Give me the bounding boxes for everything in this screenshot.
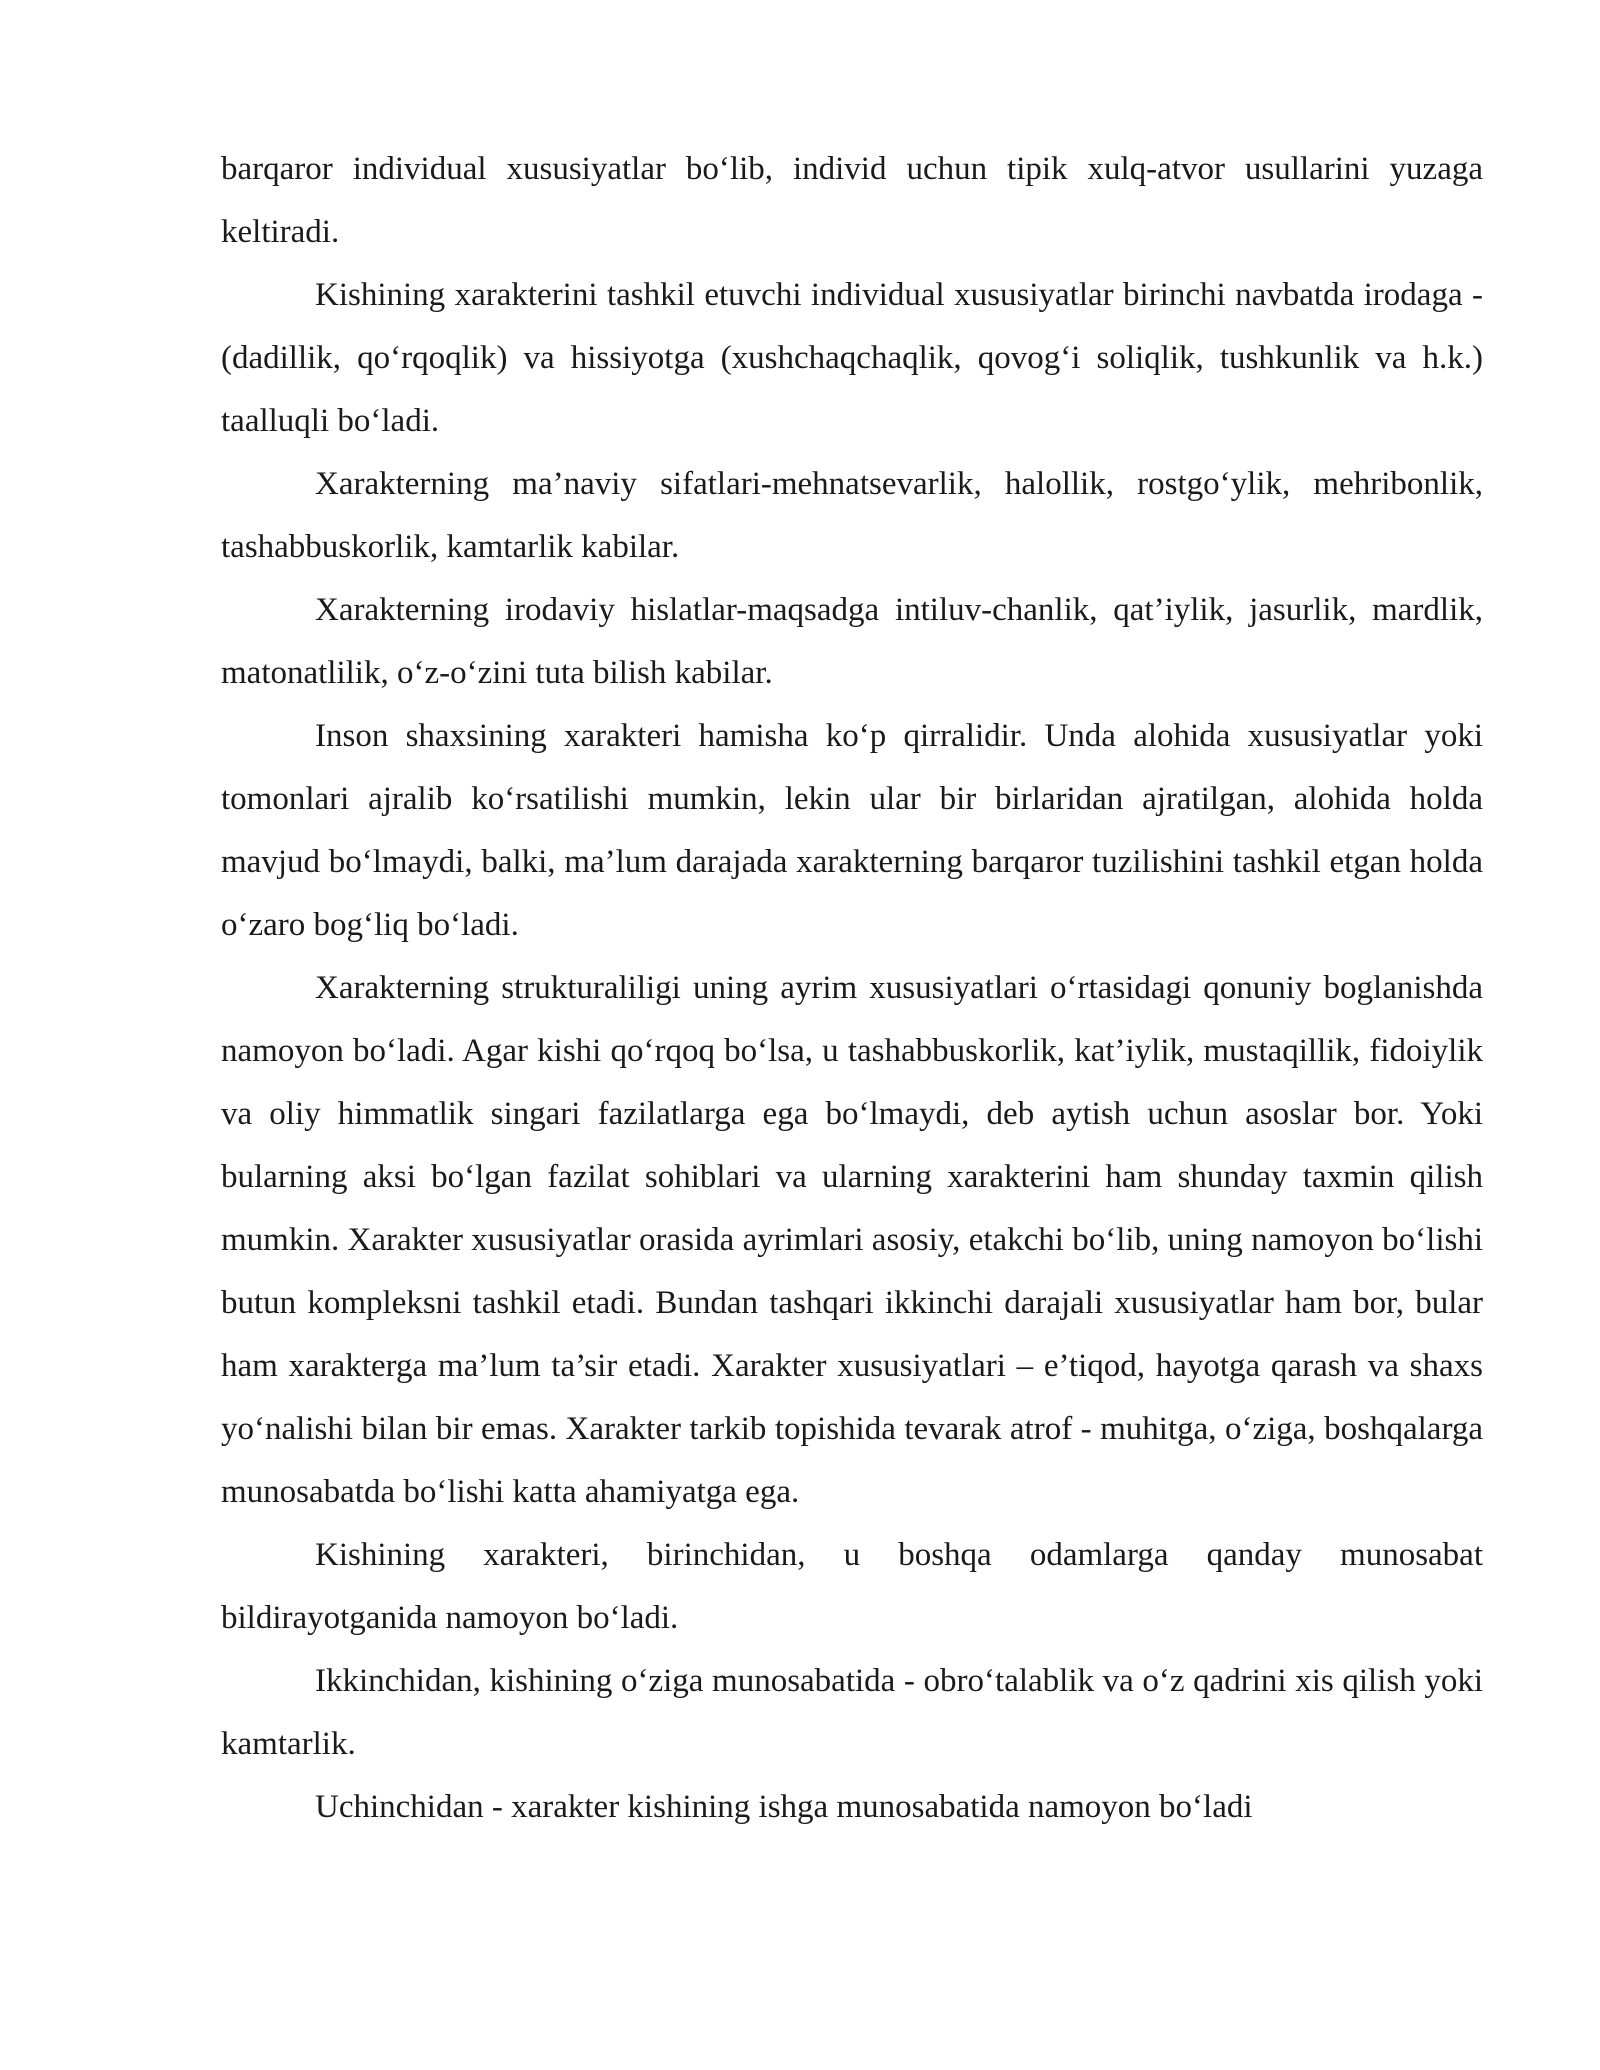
paragraph-character-structure: Xarakterning strukturaliligi uning ayrim xususiyatlari o‘rtasidagi qonuniy boglanishda namoyon bo‘ladi. Agar kishi qo‘rqoq bo‘lsa, u tashabbuskorlik, kat’iylik, mustaqillik, fidoiylik va oliy himmatlik singari fazilatlarga ega bo‘lmaydi, deb aytish uchun asoslar bor. Yoki bularning aksi bo‘lgan fazilat sohiblari va ularning xarakterini ham shunday taxmin qilish mumkin. Xarakter xususiyatlar orasida ayrimlari asosiy, etakchi bo‘lib, uning namoyon bo‘lishi butun kompleksni tashkil etadi. Bundan tashqari ikkinchi darajali xususiyatlar ham bor, bular ham xarakterga ma’lum ta’sir etadi. Xarakter xususiyatlari – e’tiqod, hayotga qarash va shaxs yo‘nalishi bilan bir emas. Xarakter tarkib topishida tevarak atrof - muhitga, o‘ziga, boshqalarga munosabatda bo‘lishi katta ahamiyatga ega. [221,970,1483,1510]
paragraph-second-relation: Ikkinchidan, kishining o‘ziga munosabatida - obro‘talablik va o‘z qadrini xis qilish yoki kamtarlik. [221,1663,1483,1762]
paragraph-moral-qualities: Xarakterning ma’naviy sifatlari-mehnatsevarlik, halollik, rostgo‘ylik, mehribonlik, tashabbuskorlik, kamtarlik kabilar. [221,466,1483,565]
paragraph-character-multifaceted: Inson shaxsining xarakteri hamisha ko‘p qirralidir. Unda alohida xususiyatlar yoki tomonlari ajralib ko‘rsatilishi mumkin, lekin ular bir birlaridan ajratilgan, alohida holda mavjud bo‘lmaydi, balki, ma’lum darajada xarakterning barqaror tuzilishini tashkil etgan holda o‘zaro bog‘liq bo‘ladi. [221,718,1483,943]
paragraph-volitional-traits: Xarakterning irodaviy hislatlar-maqsadga intiluv-chanlik, qat’iylik, jasurlik, mardlik, matonatlilik, o‘z-o‘zini tuta bilish kabilar. [221,592,1483,691]
paragraph-individual-traits: Kishining xarakterini tashkil etuvchi individual xususiyatlar birinchi navbatda irodaga - (dadillik, qo‘rqoqlik) va hissiyotga (xushchaqchaqlik, qovog‘i soliqlik, tushkunlik va h.k.) taalluqli bo‘ladi. [221,277,1483,439]
paragraph-first-relation: Kishining xarakteri, birinchidan, u boshqa odamlarga qanday munosabat bildirayotganida namoyon bo‘ladi. [221,1537,1483,1636]
paragraph-third-relation: Uchinchidan - xarakter kishining ishga munosabatida namoyon bo‘ladi [315,1789,1253,1825]
paragraph-continuation: barqaror individual xususiyatlar bo‘lib, individ uchun tipik xulq-atvor usullarini yuzaga keltiradi. [221,151,1483,250]
document-page [221,138,1483,1839]
